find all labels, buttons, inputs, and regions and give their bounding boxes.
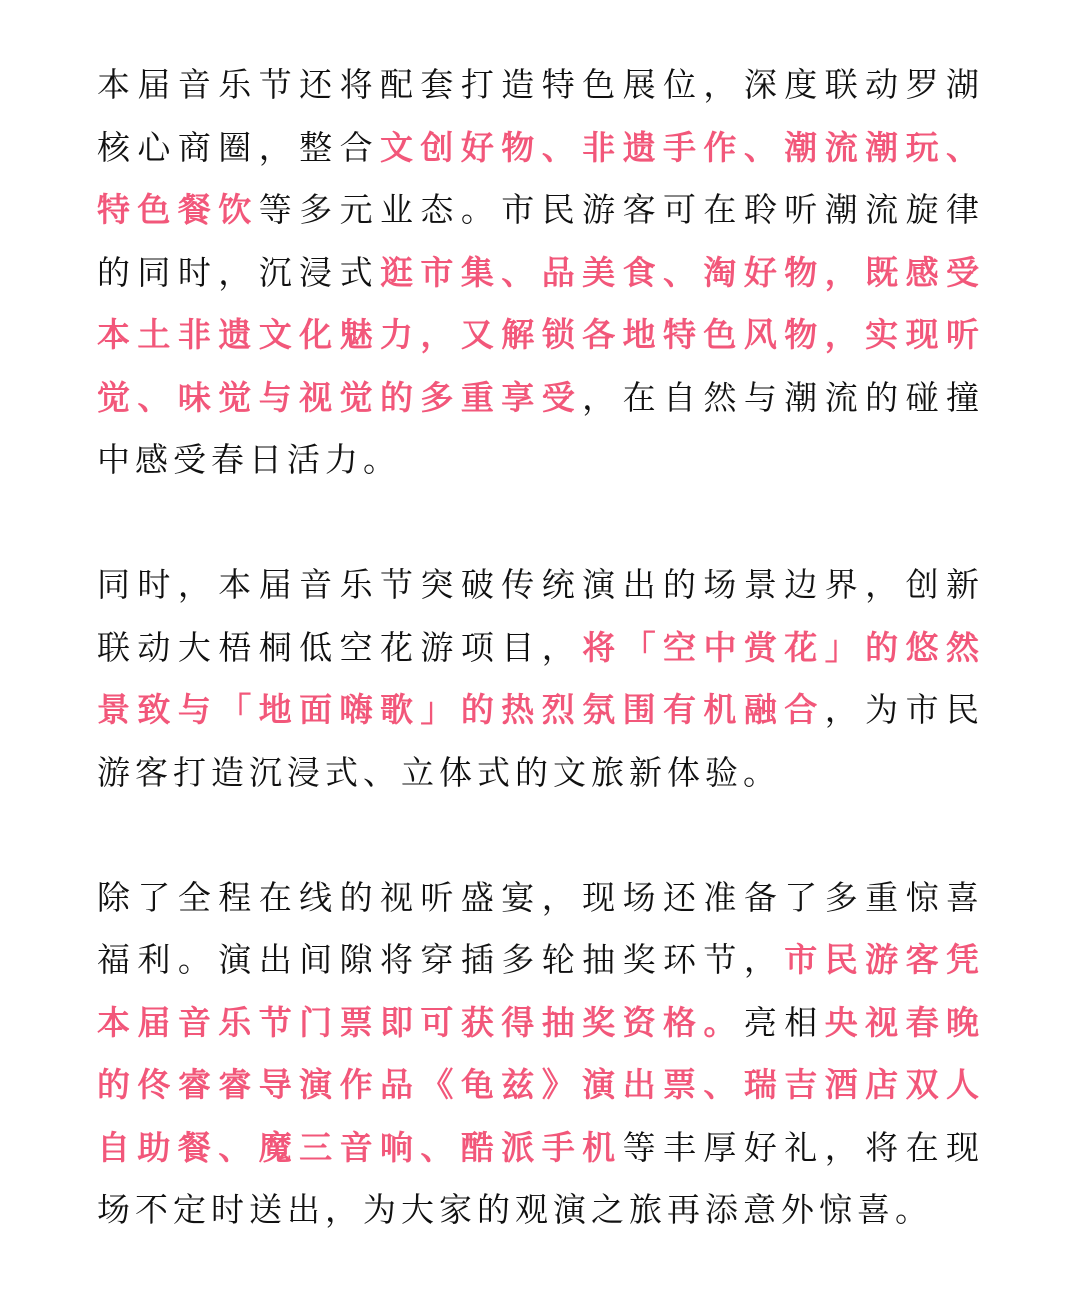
body-text: 场不定时送出，为大家的观演之旅再添意外惊喜。 — [97, 1190, 933, 1229]
body-text: ，在自然与潮流的碰撞 — [582, 377, 985, 417]
text-line — [97, 304, 984, 367]
highlighted-text: 本届音乐节门票即可获得抽奖资格。 — [97, 1002, 744, 1042]
highlighted-text: 将「空中赏花」的悠然 — [582, 627, 985, 667]
text-line — [97, 742, 984, 805]
body-text: 中感受春日活力。 — [97, 440, 401, 479]
text-line — [97, 867, 984, 930]
highlighted-text: 觉、味觉与视觉的多重享受 — [97, 377, 583, 417]
highlighted-text: 本土非遗文化魅力，又解锁各地特色风物，实现听 — [97, 315, 984, 354]
paragraph — [97, 867, 984, 1242]
text-line — [97, 679, 984, 742]
highlighted-text: 市民游客凭 — [784, 940, 985, 979]
body-text: 除了全程在线的视听盛宴，现场还准备了多重惊喜 — [97, 877, 984, 917]
text-line — [97, 554, 984, 617]
text-line — [97, 117, 984, 180]
body-text: 游客打造沉浸式、立体式的文旅新体验。 — [97, 752, 781, 792]
article-body — [97, 54, 984, 1304]
text-line — [97, 179, 984, 242]
body-text: 亮相 — [743, 1002, 825, 1042]
text-line — [97, 617, 984, 680]
body-text: 本届音乐节还将配套打造特色展位，深度联动罗湖 — [97, 65, 984, 104]
highlighted-text: 特色餐饮 — [97, 190, 259, 229]
text-line — [97, 367, 984, 430]
body-text: 的同时，沉浸式 — [97, 252, 380, 292]
text-line — [97, 1179, 984, 1242]
paragraph — [97, 554, 984, 804]
body-text: ，为市民 — [824, 690, 985, 729]
body-text: 核心商圈，整合 — [97, 127, 380, 167]
text-line — [97, 429, 984, 492]
text-line — [97, 54, 984, 117]
highlighted-text: 逛市集、品美食、淘好物，既感受 — [380, 252, 985, 292]
body-text: 等丰厚好礼，将在现 — [622, 1127, 985, 1167]
body-text: 联动大梧桐低空花游项目， — [97, 627, 583, 667]
highlighted-text: 的佟睿睿导演作品《龟兹》演出票、瑞吉酒店双人 — [97, 1065, 984, 1104]
text-line — [97, 1054, 984, 1117]
text-line — [97, 1117, 984, 1180]
body-text: 等多元业态。市民游客可在聆听潮流旋律 — [258, 190, 985, 229]
highlighted-text: 文创好物、非遗手作、潮流潮玩、 — [380, 127, 985, 167]
paragraph — [97, 54, 984, 492]
body-text: 福利。演出间隙将穿插多轮抽奖环节， — [97, 940, 785, 979]
body-text: 同时，本届音乐节突破传统演出的场景边界，创新 — [97, 565, 984, 604]
highlighted-text: 景致与「地面嗨歌」的热烈氛围有机融合 — [97, 690, 825, 729]
text-line — [97, 929, 984, 992]
text-line — [97, 242, 984, 305]
text-line — [97, 992, 984, 1055]
highlighted-text: 自助餐、魔三音响、酷派手机 — [97, 1127, 623, 1167]
highlighted-text: 央视春晚 — [824, 1002, 985, 1042]
